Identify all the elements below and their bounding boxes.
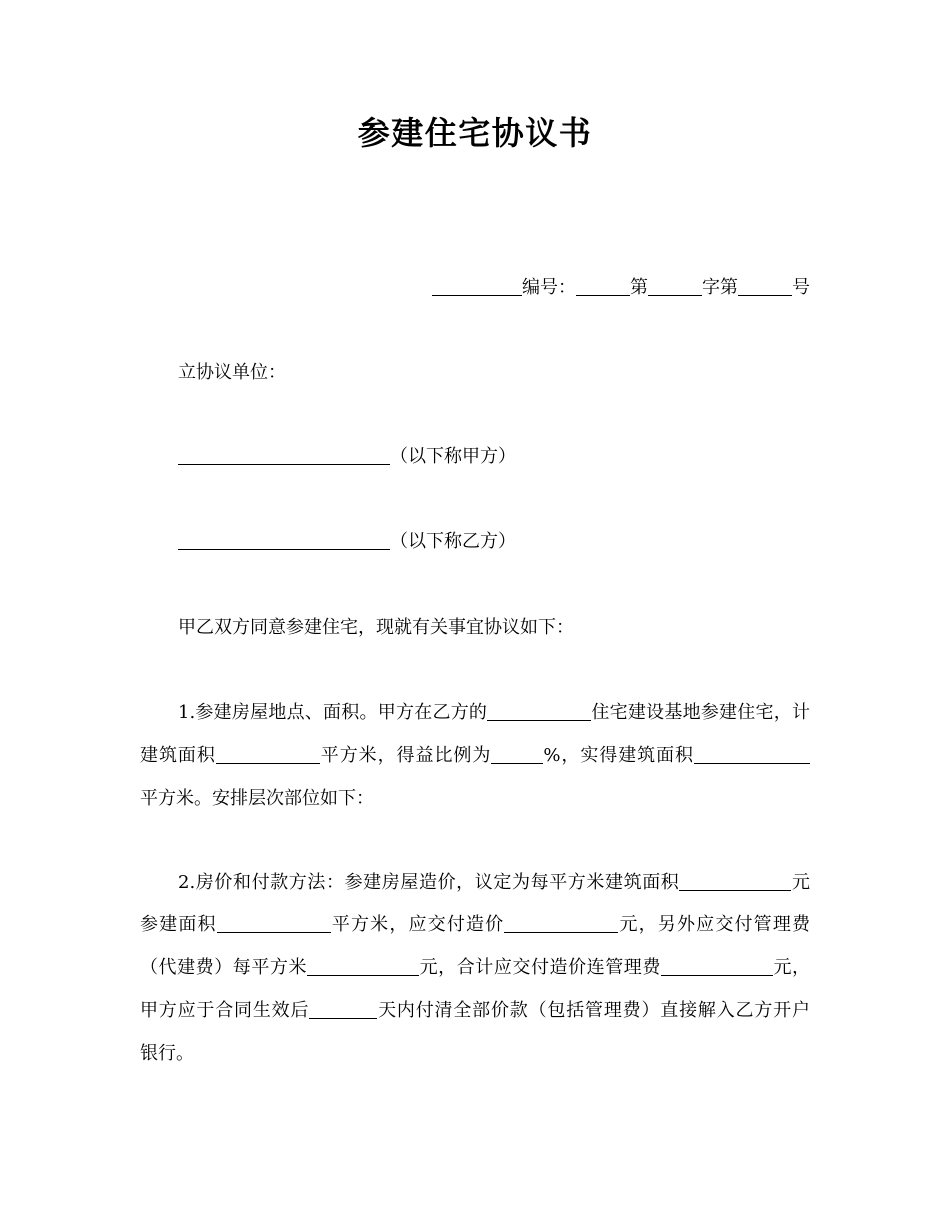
party-b-line [178,530,516,554]
clause-2-text: （代建费）每平方米 [140,957,308,978]
clause-2-text: 2.房价和付款方法：参建房屋造价，议定为每平方米建筑面积 [178,872,680,893]
built-area-blank [216,749,320,764]
intro-paragraph: 甲乙双方同意参建住宅，现就有关事宜协议如下： [178,617,574,638]
serial-zi-di-label: 字第 [702,277,738,298]
total-cost-blank [504,918,618,933]
clause-1-line-1 [178,701,810,725]
serial-hao-label: 号 [792,277,810,298]
clause-2-line-5: 银行。 [140,1043,194,1064]
clause-1-text: %，实得建筑面积 [543,745,695,766]
party-b-name-blank [178,535,390,550]
unit-price-blank [679,876,791,891]
clause-2-text: 平方米，应交付造价 [330,914,505,935]
clause-1-line-3: 平方米。安排层次部位如下： [140,788,374,809]
serial-number-line [432,276,810,300]
site-location-blank [487,706,591,721]
party-b-label: （以下称乙方） [390,531,516,552]
clause-1-text: 平方米，得益比例为 [319,745,492,766]
clause-1-line-2 [140,744,810,768]
clause-2-line-3 [140,956,810,980]
actual-area-blank [694,749,810,764]
clause-2-text: 元， [772,957,811,978]
management-fee-blank [307,961,419,976]
clause-1-text: 住宅建设基地参建住宅，计 [591,702,810,723]
clause-2-text: 甲方应于合同生效后 [140,1000,310,1021]
clause-2-line-1 [178,871,810,895]
clause-2-text: 元，另外应交付管理费 [618,914,811,935]
document-title: 参建住宅协议书 [357,114,593,152]
party-a-line [178,445,516,469]
clause-2-line-4 [140,999,810,1023]
serial-di-label: 第 [630,277,648,298]
benefit-ratio-blank [491,749,543,764]
serial-word-blank [648,281,702,296]
party-a-name-blank [178,450,390,465]
serial-year-blank [576,281,630,296]
grand-total-blank [661,961,773,976]
clause-2-text: 天内付清全部价款（包括管理费）直接解入乙方开户 [377,1000,810,1021]
clause-2-text: 参建面积 [140,914,217,935]
clause-2-text: 元，合计应交付造价连管理费 [419,957,661,978]
participating-area-blank [217,918,331,933]
serial-number-label: 编号： [522,277,576,298]
clause-2-line-2 [140,913,810,937]
party-a-label: （以下称甲方） [390,446,516,467]
clause-1-text: 1.参建房屋地点、面积。甲方在乙方的 [178,702,488,723]
serial-no-blank [738,281,792,296]
serial-prefix-blank [432,281,522,296]
payment-days-blank [309,1004,377,1019]
parties-label: 立协议单位： [178,362,286,383]
clause-1-text: 建筑面积 [140,745,216,766]
clause-2-text: 元 [791,872,811,893]
